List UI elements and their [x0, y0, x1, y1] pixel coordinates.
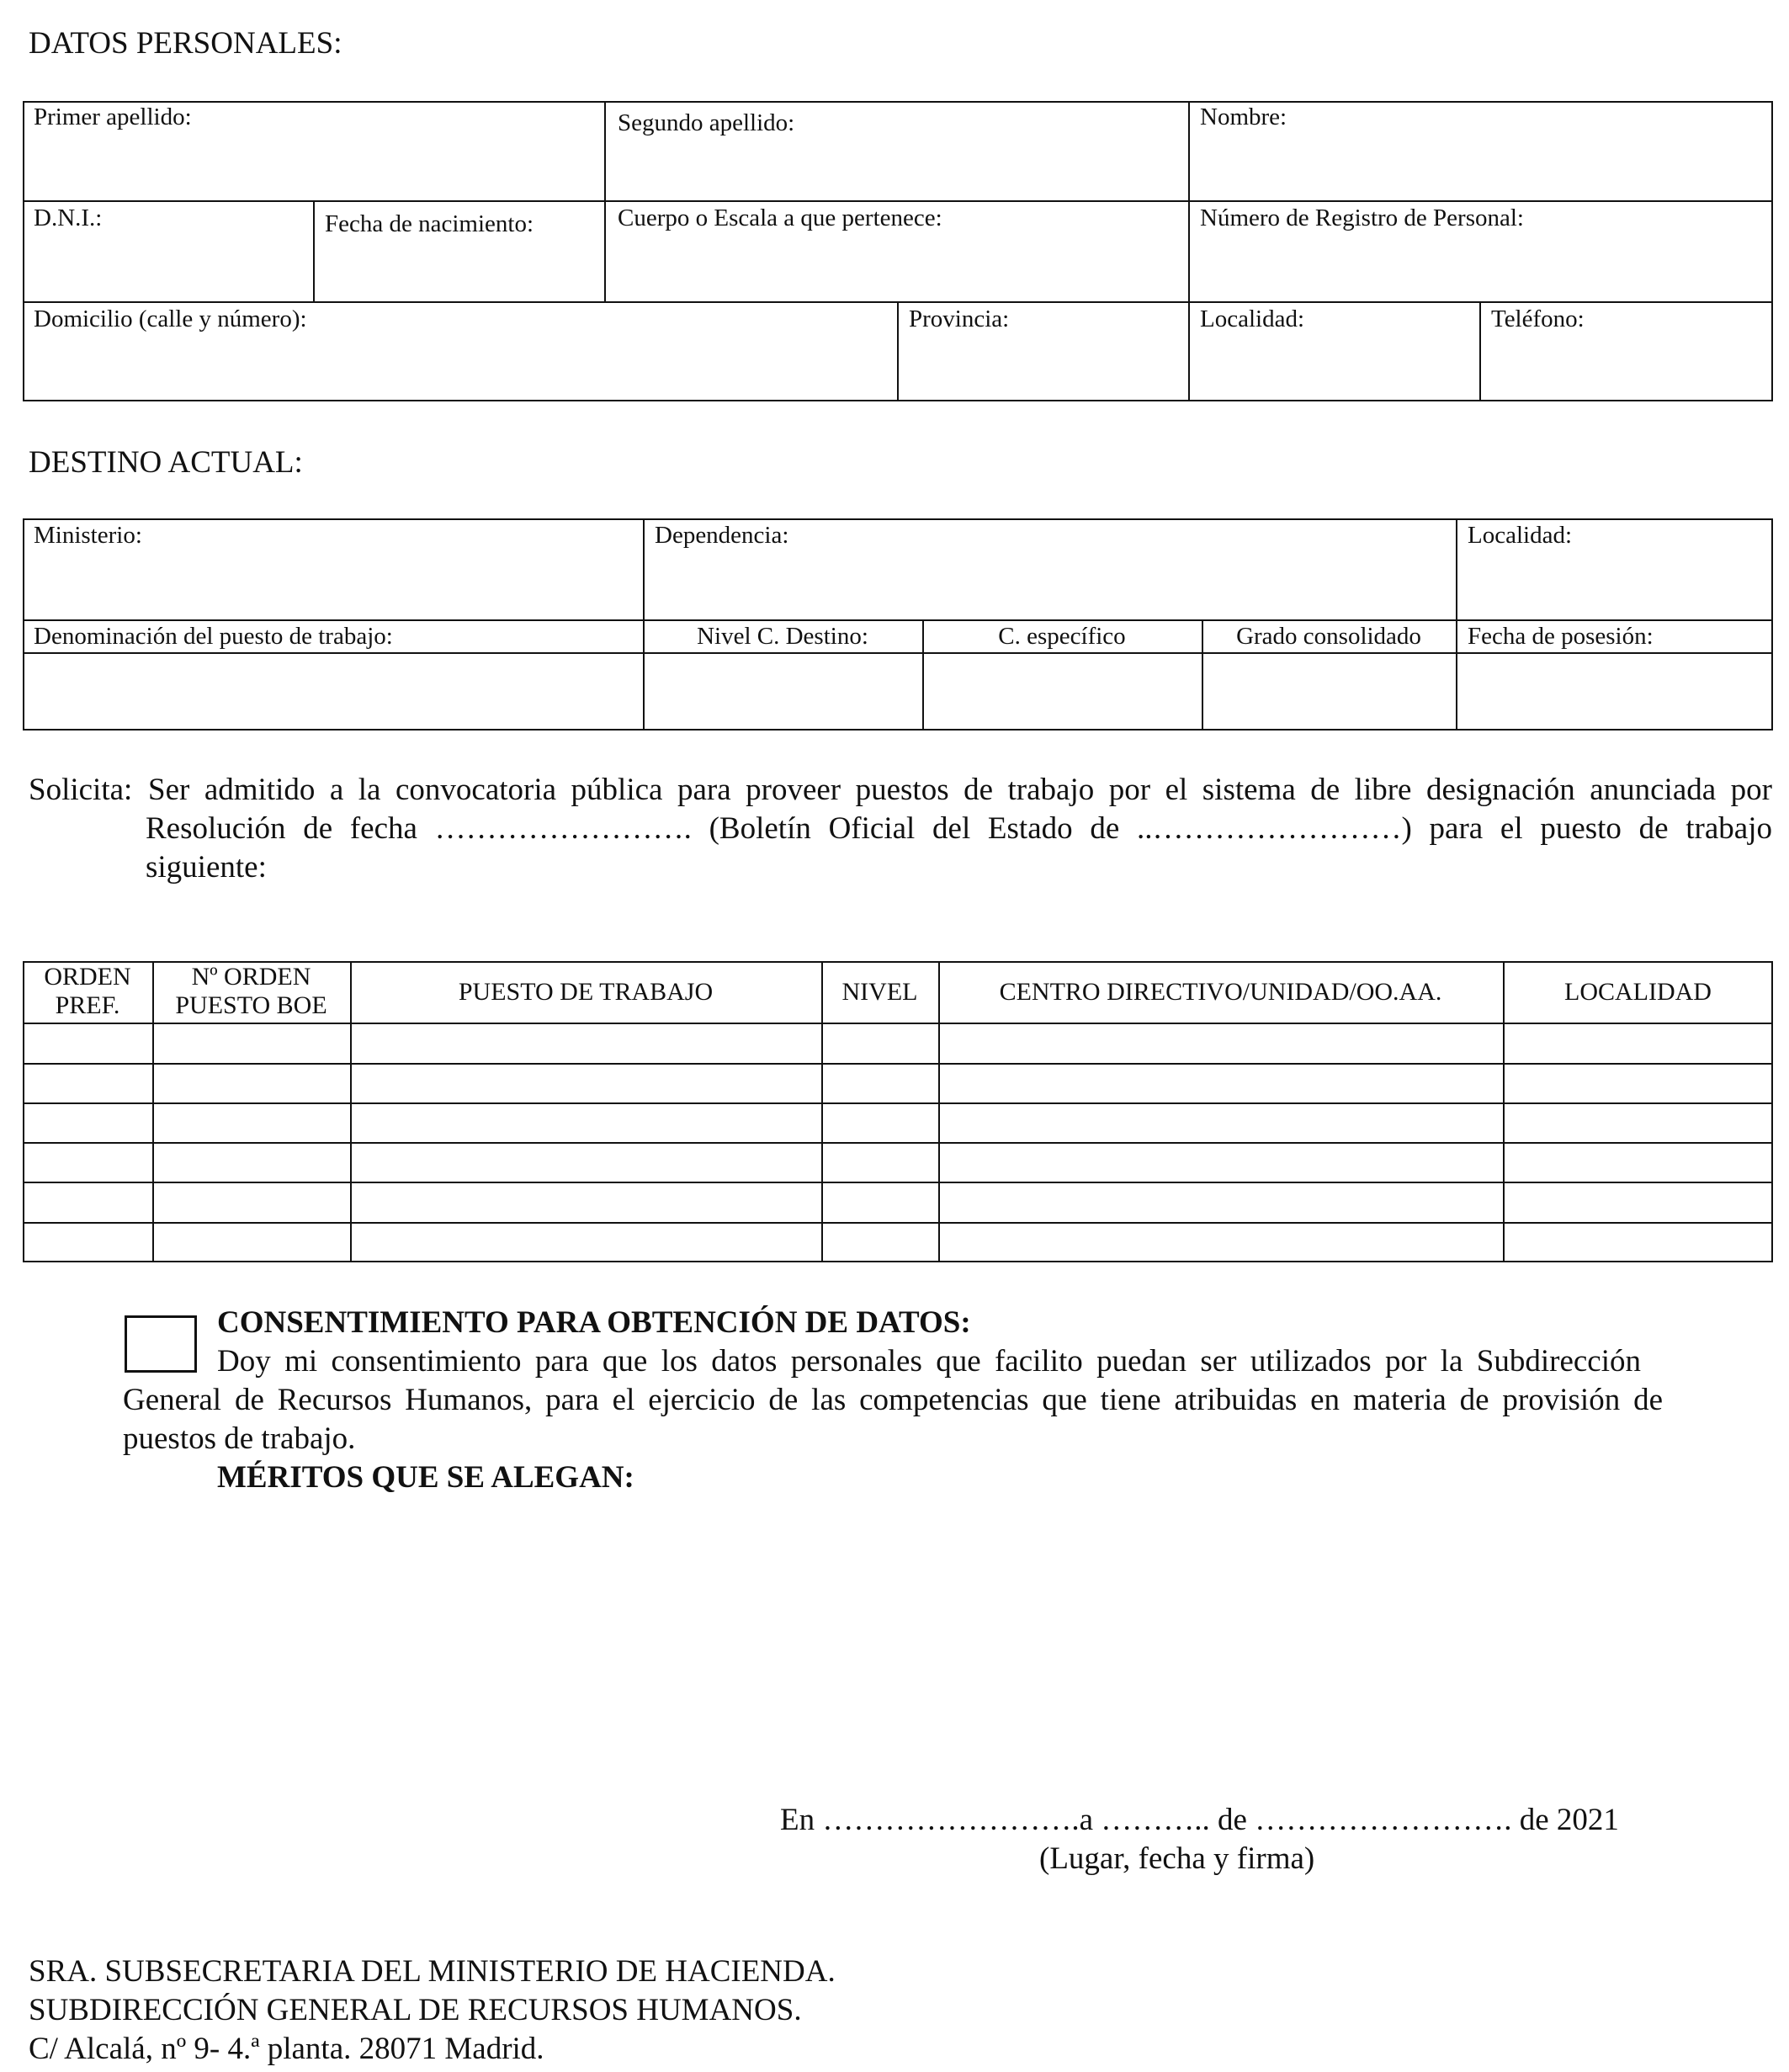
header-localidad: LOCALIDAD: [1564, 978, 1712, 1006]
grado-input[interactable]: [1202, 654, 1455, 729]
header-orden-boe: [152, 963, 350, 1020]
localidad-field[interactable]: Localidad:: [1200, 305, 1305, 332]
denominacion-label: Denominación del puesto de trabajo:: [34, 623, 393, 650]
col-divider: [1188, 101, 1190, 401]
firma-line[interactable]: En …………………….a ……….. de ……………………. de 2021: [780, 1803, 1619, 1837]
header-orden-pref: [23, 963, 152, 1020]
primer-apellido-field[interactable]: Primer apellido:: [34, 104, 192, 130]
table-row[interactable]: [24, 1024, 1772, 1062]
consent-checkbox[interactable]: [125, 1315, 197, 1373]
header-centro: CENTRO DIRECTIVO/UNIDAD/OO.AA.: [999, 978, 1442, 1006]
solicita-line-2: Resolución de fecha ……………………. (Boletín Oficial del Estado de ..……………………) para el puesto de trabajo: [146, 811, 1772, 846]
grado-label: Grado consolidado: [1236, 623, 1421, 650]
numero-registro-field[interactable]: Número de Registro de Personal:: [1200, 205, 1524, 231]
header-orden-boe-line1: Nº ORDEN: [191, 963, 311, 991]
table-row[interactable]: [24, 1104, 1772, 1141]
solicita-line-1: Ser admitido a la convocatoria pública para proveer puestos de trabajo por el sistema de libre designación anunciada por: [148, 773, 1772, 807]
table-row[interactable]: [24, 1224, 1772, 1261]
ministerio-field[interactable]: Ministerio:: [34, 522, 142, 549]
meritos-title: MÉRITOS QUE SE ALEGAN:: [217, 1460, 634, 1495]
solicita-line-3: siguiente:: [146, 850, 267, 885]
row-divider: [23, 619, 1773, 621]
nivel-destino-input[interactable]: [644, 654, 921, 729]
consent-title: CONSENTIMIENTO PARA OBTENCIÓN DE DATOS:: [217, 1305, 971, 1340]
table-row[interactable]: [24, 1183, 1772, 1221]
nombre-field[interactable]: Nombre:: [1200, 104, 1287, 130]
fecha-posesion-label: Fecha de posesión:: [1468, 623, 1654, 650]
segundo-apellido-field[interactable]: Segundo apellido:: [618, 109, 795, 136]
header-orden-pref-line1: ORDEN: [44, 963, 131, 991]
destino-actual-heading: DESTINO ACTUAL:: [29, 445, 303, 480]
header-puesto: PUESTO DE TRABAJO: [458, 978, 714, 1006]
provincia-field[interactable]: Provincia:: [909, 305, 1010, 332]
denominacion-input[interactable]: [24, 654, 642, 729]
table-row[interactable]: [24, 1144, 1772, 1181]
localidad-destino-field[interactable]: Localidad:: [1468, 522, 1573, 549]
col-divider: [604, 101, 606, 301]
consent-line-1: Doy mi consentimiento para que los datos personales que facilito puedan ser utilizados por la Subdirección: [217, 1344, 1641, 1379]
destinatario-line-1: SRA. SUBSECRETARIA DEL MINISTERIO DE HACIENDA.: [29, 1954, 836, 1989]
col-divider: [313, 200, 315, 301]
destinatario-line-3: C/ Alcalá, nº 9- 4.ª planta. 28071 Madrid.: [29, 2032, 544, 2066]
nivel-destino-label: Nivel C. Destino:: [697, 623, 868, 650]
telefono-field[interactable]: Teléfono:: [1491, 305, 1585, 332]
row-divider: [23, 200, 1773, 202]
meritos-area[interactable]: [123, 1506, 1663, 1784]
consent-line-2: General de Recursos Humanos, para el ejercicio de las competencias que tiene atribuidas en materia de provisión de: [123, 1383, 1663, 1417]
table-row[interactable]: [24, 1065, 1772, 1102]
col-divider: [1479, 301, 1481, 401]
dependencia-field[interactable]: Dependencia:: [655, 522, 789, 549]
destinatario-line-2: SUBDIRECCIÓN GENERAL DE RECURSOS HUMANOS.: [29, 1993, 802, 2027]
col-divider: [897, 301, 899, 401]
domicilio-field[interactable]: Domicilio (calle y número):: [34, 305, 307, 332]
fecha-nacimiento-field[interactable]: Fecha de nacimiento:: [325, 210, 534, 237]
header-nivel: NIVEL: [841, 978, 918, 1006]
header-orden-pref-line2: PREF.: [55, 991, 120, 1019]
c-especifico-label: C. específico: [998, 623, 1126, 650]
c-especifico-input[interactable]: [923, 654, 1201, 729]
dni-field[interactable]: D.N.I.:: [34, 205, 103, 231]
consent-line-3: puestos de trabajo.: [123, 1421, 356, 1456]
solicita-label: Solicita:: [29, 773, 133, 807]
cuerpo-escala-field[interactable]: Cuerpo o Escala a que pertenece:: [618, 205, 942, 231]
fecha-posesion-input[interactable]: [1457, 654, 1771, 729]
datos-personales-heading: DATOS PERSONALES:: [29, 26, 342, 61]
firma-caption: (Lugar, fecha y firma): [1039, 1841, 1315, 1876]
header-orden-boe-line2: PUESTO BOE: [175, 991, 327, 1019]
